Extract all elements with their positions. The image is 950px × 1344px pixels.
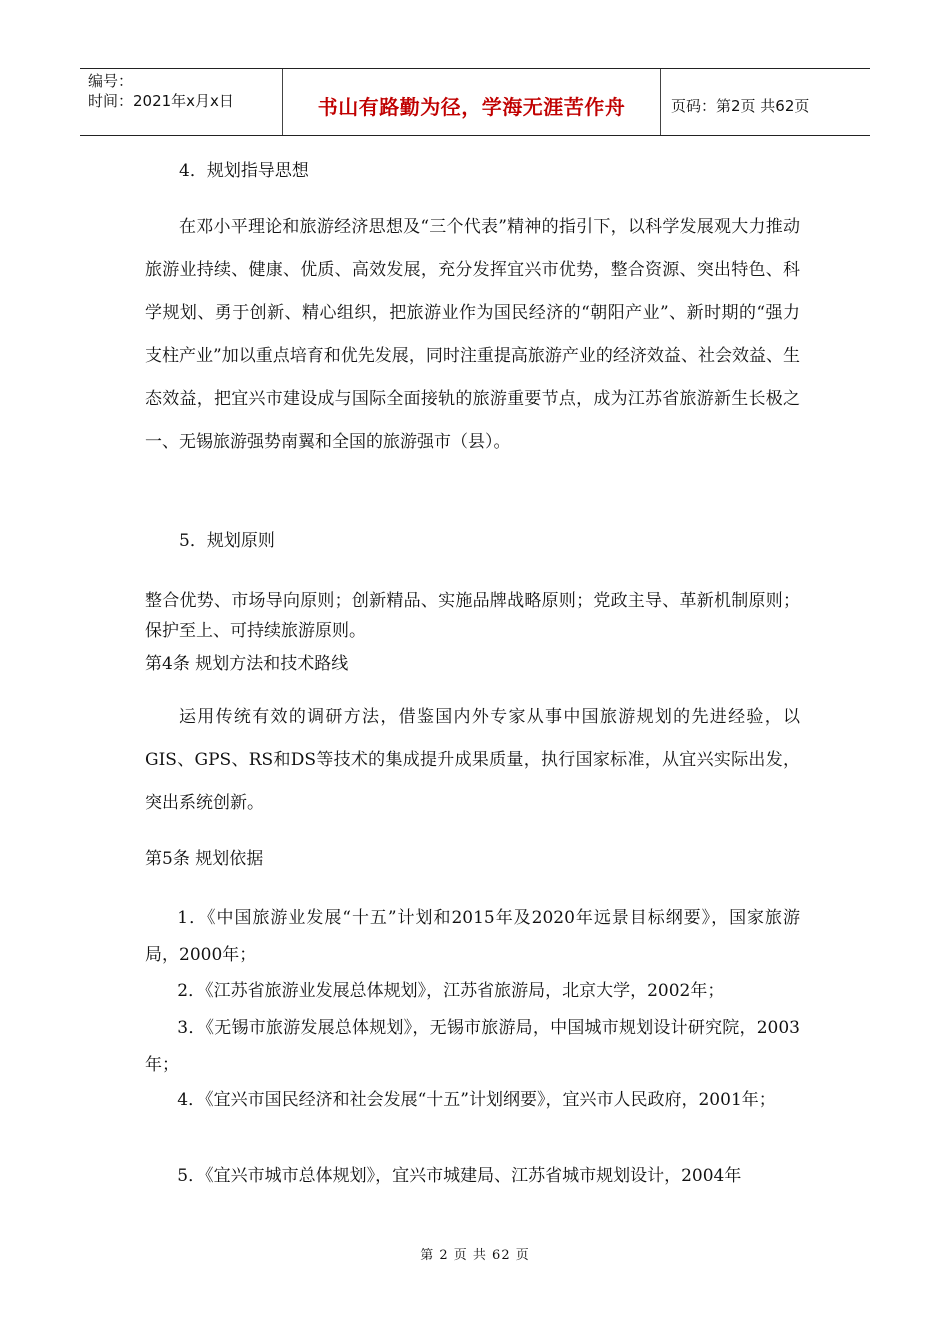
paragraph-guiding-thought: 在邓小平理论和旅游经济思想及“三个代表”精神的指引下，以科学发展观大力推动旅游业持续、健康、优质、高效发展，充分发挥宜兴市优势，整合资源、突出特色、科学规划、勇于创新、精心组织，把旅游业作为国民经济的“朝阳产业”、新时期的“强力支柱产业”加以重点培育和优先发展，同时注重提高旅游产业的经济效益、社会效益、生态效益，把宜兴市建设成与国际全面接轨的旅游重要节点，成为江苏省旅游新生长极之一、无锡旅游强势南翼和全国的旅游强市（县）。 [145, 217, 800, 452]
header-time: 时间：2021年x月x日 [88, 92, 234, 110]
reference-item: 4．《宜兴市国民经济和社会发展“十五”计划纲要》，宜兴市人民政府，2001年； [177, 1090, 776, 1110]
header-page-info: 页码：第2页 共62页 [671, 96, 810, 115]
section-heading-4: 4．规划指导思想 [179, 161, 309, 181]
page-header [80, 68, 870, 136]
header-motto: 书山有路勤为径，学海无涯苦作舟 [317, 94, 626, 119]
page-footer: 第 2 页 共 62 页 [420, 1248, 530, 1263]
paragraph-methods: 运用传统有效的调研方法，借鉴国内外专家从事中国旅游规划的先进经验，以GIS、GPS、RS和DS等技术的集成提升成果质量，执行国家标准，从宜兴实际出发，突出系统创新。 [145, 707, 800, 813]
section-heading-5: 5．规划原则 [179, 531, 275, 551]
article-5-heading: 第5条 规划依据 [145, 849, 264, 869]
header-meta-cell [80, 69, 283, 135]
reference-item: 2．《江苏省旅游业发展总体规划》，江苏省旅游局，北京大学，2002年； [177, 981, 725, 1001]
reference-item: 5．《宜兴市城市总体规划》，宜兴市城建局、江苏省城市规划设计，2004年 [177, 1166, 742, 1186]
article-4-heading: 第4条 规划方法和技术路线 [145, 654, 349, 674]
header-page-cell [661, 69, 870, 135]
reference-item: 1．《中国旅游业发展“十五”计划和2015年及2020年远景目标纲要》，国家旅游局，2000年； [145, 908, 800, 965]
reference-item: 3．《无锡市旅游发展总体规划》，无锡市旅游局，中国城市规划设计研究院，2003年； [145, 1018, 800, 1075]
header-motto-cell [283, 69, 661, 135]
header-number: 编号： [88, 72, 134, 90]
paragraph-principles: 整合优势、市场导向原则；创新精品、实施品牌战略原则；党政主导、革新机制原则；保护至上、可持续旅游原则。 [145, 591, 800, 641]
